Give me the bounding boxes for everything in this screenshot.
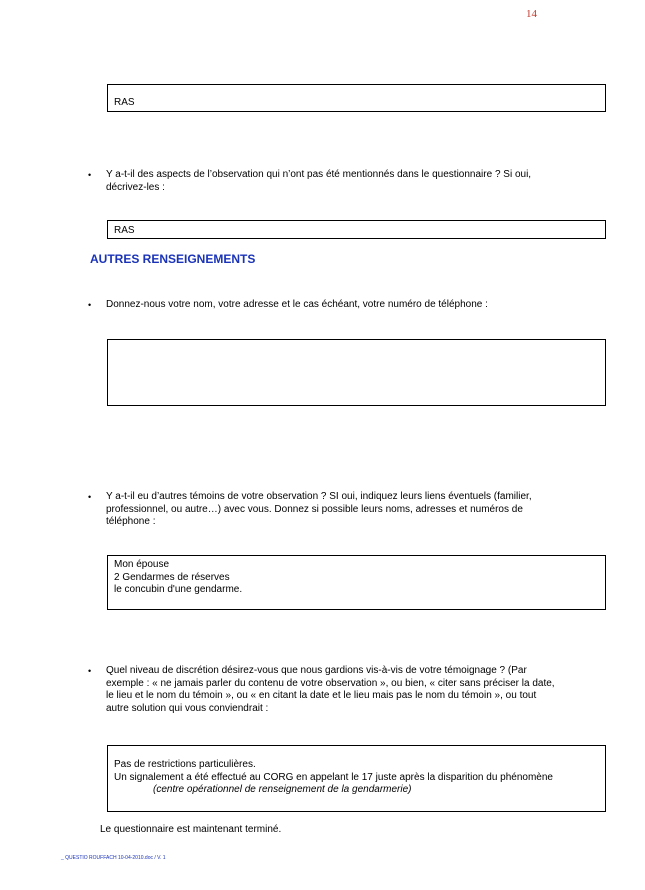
witness-line: le concubin d'une gendarme.: [114, 584, 243, 595]
bullet: •: [88, 170, 92, 180]
question-unmentioned-aspects: [106, 169, 606, 194]
answer-text-witnesses: [114, 559, 242, 597]
question-line: professionnel, ou autre…) avec vous. Donnez si possible leurs noms, adresses et numéros de: [106, 503, 523, 515]
footer: _ QUESTIO ROUFFACH 10-04-2010.doc / V. 1: [61, 855, 166, 861]
question-contact-info: Donnez-nous votre nom, votre adresse et le cas échéant, votre numéro de téléphone :: [106, 299, 488, 310]
question-line: le lieu et le nom du témoin », ou « en citant la date et le lieu mais pas le nom du témoin », ou tout: [106, 690, 537, 701]
section-heading: AUTRES RENSEIGNEMENTS: [90, 252, 256, 266]
bullet: •: [88, 666, 92, 676]
answer-text-previous: RAS: [114, 97, 135, 108]
question-line: exemple : « ne jamais parler du contenu de votre observation », ou bien, « citer sans préciser la date,: [106, 677, 555, 689]
question-line: téléphone :: [106, 516, 156, 527]
witness-line: 2 Gendarmes de réserves: [114, 571, 230, 583]
question-line: Y a-t-il eu d’autres témoins de votre observation ? SI oui, indiquez leurs liens éventuels (familier,: [106, 491, 532, 502]
answer-box-discretion: [107, 745, 606, 812]
question-line: autre solution qui vous conviendrait :: [106, 702, 269, 714]
question-line: Y a-t-il des aspects de l’observation qui n’ont pas été mentionnés dans le questionnaire ? Si oui,: [106, 169, 532, 180]
question-line: Quel niveau de discrétion désirez-vous que nous gardions vis-à-vis de votre témoignage ? (Par: [106, 665, 527, 676]
closing-text: Le questionnaire est maintenant terminé.: [100, 824, 282, 835]
question-line: décrivez-les :: [106, 181, 165, 193]
discretion-line: Un signalement a été effectué au CORG en appelant le 17 juste après la disparition du phénomène: [114, 771, 553, 783]
answer-box-witnesses: [107, 555, 606, 610]
discretion-note: (centre opérationnel de renseignement de la gendarmerie): [153, 784, 412, 795]
answer-text-unmentioned-aspects: RAS: [114, 225, 135, 236]
witness-line: Mon épouse: [114, 559, 170, 570]
bullet: •: [88, 300, 92, 310]
bullet: •: [88, 492, 92, 502]
question-discretion: [106, 665, 611, 715]
answer-box-contact-info: [107, 339, 606, 406]
page-number: 14: [526, 8, 537, 20]
question-other-witnesses: [106, 491, 606, 529]
answer-box-previous: [107, 84, 606, 112]
answer-box-unmentioned-aspects: [107, 220, 606, 239]
discretion-line: Pas de restrictions particulières.: [114, 759, 256, 770]
answer-text-discretion: [114, 759, 606, 797]
